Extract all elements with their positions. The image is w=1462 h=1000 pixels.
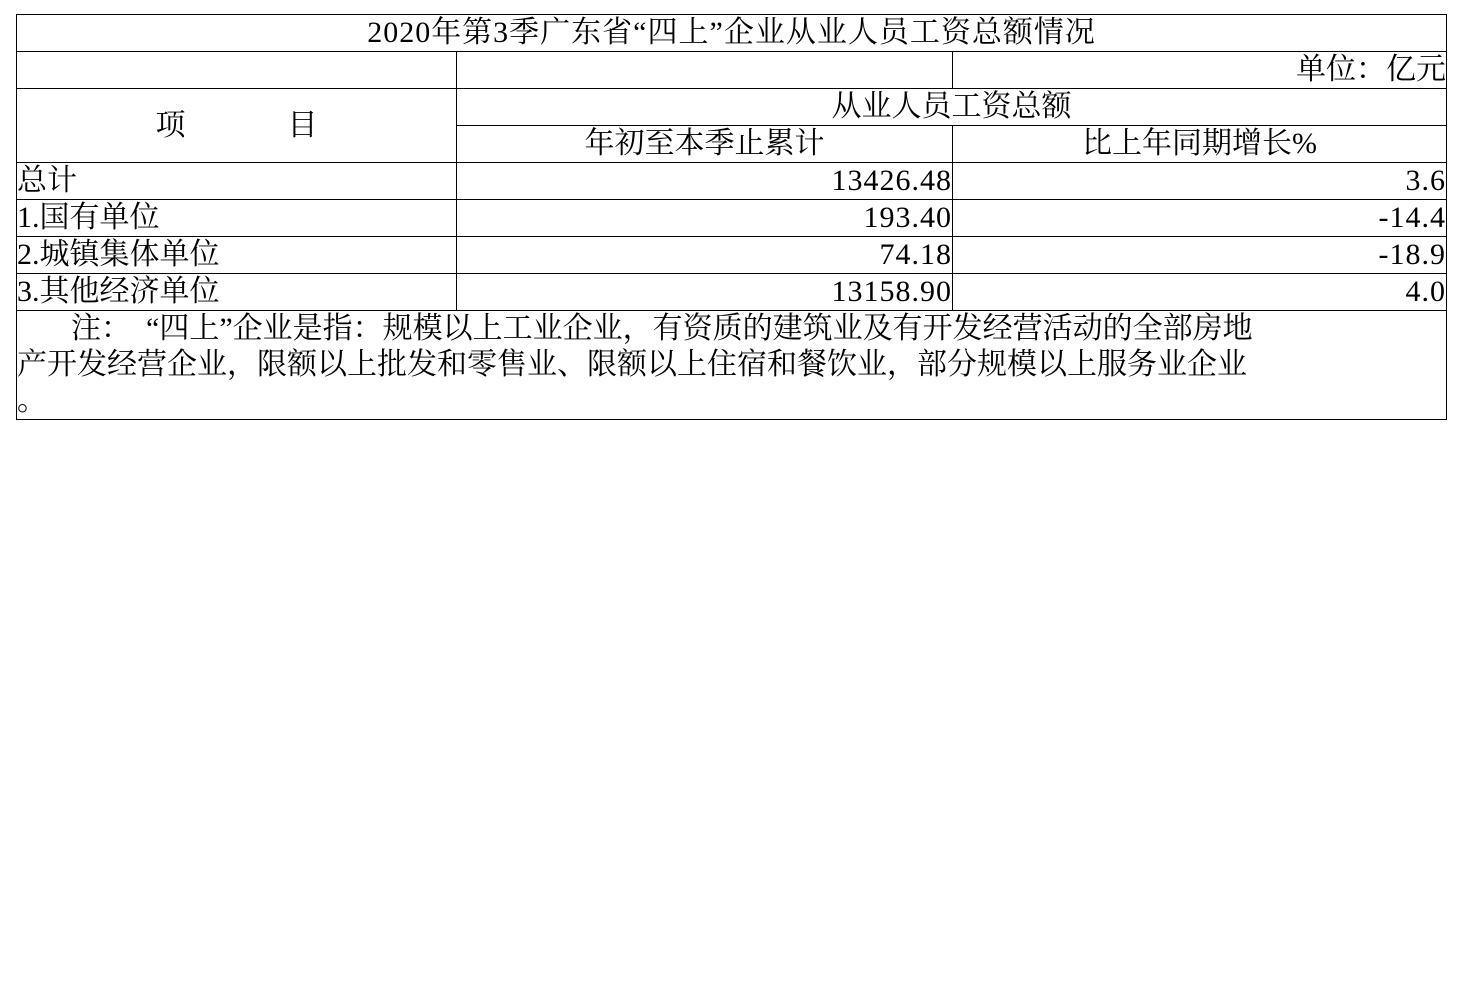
row-accum-urban-collective: 74.18 <box>457 237 953 274</box>
row-label-total: 总计 <box>17 163 457 200</box>
header-row-group <box>17 89 1447 126</box>
note-line-2: 产开发经营企业，限额以上批发和零售业、限额以上住宿和餐饮业，部分规模以上服务业企业 <box>17 348 1247 381</box>
unit-row <box>17 52 1447 89</box>
unit-row-blank-mid <box>457 52 953 89</box>
row-growth-state-owned: -14.4 <box>953 200 1447 237</box>
unit-row-blank-left <box>17 52 457 89</box>
header-group-wage-total: 从业人员工资总额 <box>457 89 1447 126</box>
table-row <box>17 237 1447 274</box>
header-growth: 比上年同期增长% <box>953 126 1447 163</box>
row-label-urban-collective: 2.城镇集体单位 <box>17 237 457 274</box>
row-label-state-owned: 1.国有单位 <box>17 200 457 237</box>
note-row <box>17 311 1447 420</box>
row-label-other-economic: 3.其他经济单位 <box>17 274 457 311</box>
header-item <box>17 89 457 163</box>
statistics-table <box>16 14 1447 420</box>
row-growth-other-economic: 4.0 <box>953 274 1447 311</box>
row-accum-state-owned: 193.40 <box>457 200 953 237</box>
header-accumulated: 年初至本季止累计 <box>457 126 953 163</box>
table-note <box>17 311 1447 420</box>
note-line-3: 。 <box>17 384 47 417</box>
note-line-1: 注： “四上”企业是指：规模以上工业企业，有资质的建筑业及有开发经营活动的全部房地 <box>71 312 1253 345</box>
row-growth-total: 3.6 <box>953 163 1447 200</box>
table-row <box>17 200 1447 237</box>
table-row <box>17 274 1447 311</box>
page-title: 2020年第3季广东省“四上”企业从业人员工资总额情况 <box>17 15 1447 52</box>
row-accum-other-economic: 13158.90 <box>457 274 953 311</box>
unit-label: 单位：亿元 <box>953 52 1447 89</box>
table-row <box>17 163 1447 200</box>
row-accum-total: 13426.48 <box>457 163 953 200</box>
title-row <box>17 15 1447 52</box>
row-growth-urban-collective: -18.9 <box>953 237 1447 274</box>
header-item-label: 项 目 <box>155 108 332 142</box>
